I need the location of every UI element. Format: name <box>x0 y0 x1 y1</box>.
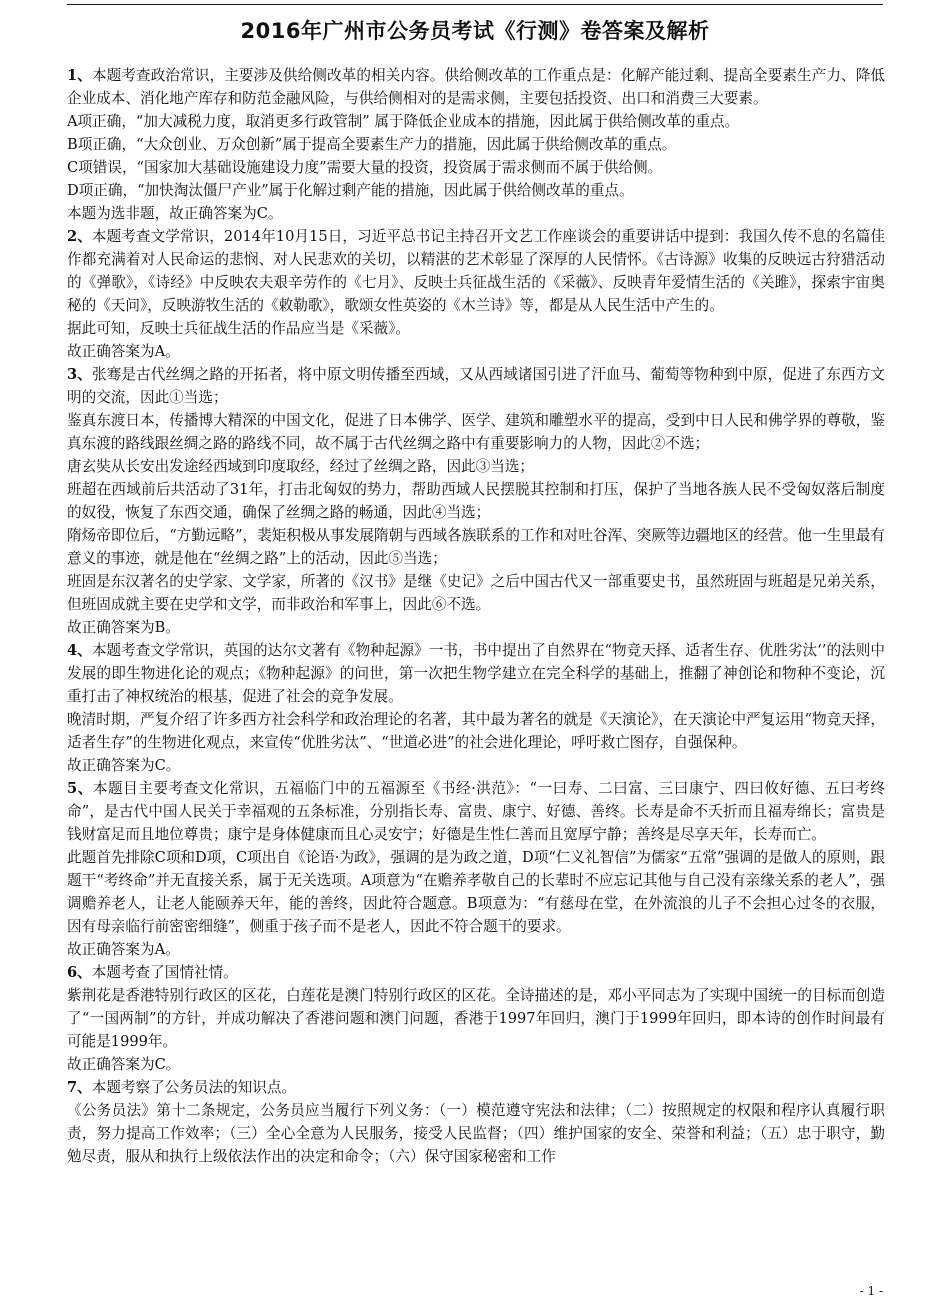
answer-paragraph <box>67 570 885 616</box>
question-number: 4、 <box>67 642 92 659</box>
paragraph-text: 故正确答案为B。 <box>67 619 180 636</box>
page-number: - 1 - <box>859 1284 883 1298</box>
paragraph-text: D项正确，“加快淘汰僵尸产业”属于化解过剩产能的措施，因此属于供给侧改革的重点。 <box>67 182 634 199</box>
question-number: 3、 <box>67 366 92 383</box>
paragraph-text: 隋炀帝即位后，“方勤远略”，裴矩积极从事发展隋朝与西域各族联系的工作和对吐谷浑、突厥等边疆地区的经营。他一生里最有意义的事迹，就是他在“丝绸之路”上的活动，因此⑤当选； <box>67 527 885 567</box>
paragraph-text: 本题考查政治常识，主要涉及供给侧改革的相关内容。供给侧改革的工作重点是：化解产能过剩、提高全要素生产力、降低企业成本、消化地产库存和防范金融风险，与供给侧相对的是需求侧，主要包括投资、出口和消费三大要素。 <box>67 67 885 107</box>
page-title: 2016年广州市公务员考试《行测》卷答案及解析 <box>240 19 710 43</box>
question-number: 5、 <box>67 780 93 797</box>
question-number: 6、 <box>67 964 92 981</box>
question-number: 7、 <box>67 1079 92 1096</box>
answer-paragraph <box>67 133 885 156</box>
answer-paragraph <box>67 409 885 455</box>
answer-body <box>67 64 885 1168</box>
paragraph-text: 故正确答案为C。 <box>67 757 181 774</box>
paragraph-text: 本题考察了公务员法的知识点。 <box>91 1079 297 1096</box>
answer-paragraph <box>67 340 885 363</box>
answer-paragraph <box>67 1053 885 1076</box>
question-paragraph <box>67 777 885 846</box>
paragraph-text: 故正确答案为A。 <box>67 343 180 360</box>
answer-paragraph <box>67 455 885 478</box>
paragraph-text: 班固是东汉著名的史学家、文学家，所著的《汉书》是继《史记》之后中国古代又一部重要史书，虽然班固与班超是兄弟关系，但班固成就主要在史学和文学，而非政治和军事上，因此⑥不选。 <box>67 573 885 613</box>
paragraph-text: A项正确，“加大减税力度，取消更多行政管制” 属于降低企业成本的措施，因此属于供给侧改革的重点。 <box>67 113 740 130</box>
question-number: 2、 <box>67 228 92 245</box>
paragraph-text: 唐玄奘从长安出发途经西域到印度取经，经过了丝绸之路，因此③当选； <box>67 458 535 475</box>
paragraph-text: 班超在西域前后共活动了31年，打击北匈奴的势力，帮助西域人民摆脱其控制和打压，保护了当地各族人民不受匈奴落后制度的奴役，恢复了东西交通，确保了丝绸之路的畅通，因此④当选； <box>67 481 885 521</box>
answer-paragraph <box>67 478 885 524</box>
question-paragraph <box>67 961 885 984</box>
paragraph-text: C项错误，“国家加大基础设施建设力度”需要大量的投资，投资属于需求侧而不属于供给侧。 <box>67 159 663 176</box>
question-paragraph <box>67 64 885 110</box>
paragraph-text: 鉴真东渡日本，传播博大精深的中国文化，促进了日本佛学、医学、建筑和雕塑水平的提高，受到中日人民和佛学界的尊敬，鉴真东渡的路线跟丝绸之路的路线不同，故不属于古代丝绸之路中有重要影响力的人物，因此②不选； <box>67 412 885 452</box>
answer-paragraph <box>67 524 885 570</box>
paragraph-text: 本题为选非题，故正确答案为C。 <box>67 205 283 222</box>
paragraph-text: 本题目主要考查文化常识，五福临门中的五福源至《书经·洪范》：“一曰寿、二曰富、三曰康宁、四曰攸好德、五曰考终命”，是古代中国人民关于幸福观的五条标准，分别指长寿、富贵、康宁、好德、善终。长寿是命不夭折而且福寿绵长；富贵是钱财富足而且地位尊贵；康宁是身体健康而且心灵安宁；好德是生性仁善而且宽厚宁静；善终是尽享天年，长寿而亡。 <box>67 780 885 843</box>
paragraph-text: 本题考查了国情社情。 <box>91 964 238 981</box>
paragraph-text: 故正确答案为C。 <box>67 1056 181 1073</box>
answer-paragraph <box>67 846 885 938</box>
answer-paragraph <box>67 110 885 133</box>
answer-paragraph <box>67 938 885 961</box>
paragraph-text: 本题考查文学常识，2014年10月15日，习近平总书记主持召开文艺工作座谈会的重要讲话中提到：我国久传不息的名篇佳作都充满着对人民命运的悲悯、对人民悲欢的关切，以精湛的艺术彰显了深厚的人民情怀。《古诗源》收集的反映远古狩猎活动的《弹歌》，《诗经》中反映农夫艰辛劳作的《七月》、反映士兵征战生活的《采薇》、反映青年爱情生活的《关雎》，探索宇宙奥秘的《天问》，反映游牧生活的《敕勒歌》，歌颂女性英姿的《木兰诗》等，都是从人民生活中产生的。 <box>67 228 885 314</box>
question-paragraph <box>67 1076 885 1099</box>
question-paragraph <box>67 639 885 708</box>
answer-paragraph <box>67 317 885 340</box>
paragraph-text: 张骞是古代丝绸之路的开拓者，将中原文明传播至西域，又从西域诸国引进了汗血马、葡萄等物种到中原，促进了东西方文明的交流，因此①当选； <box>67 366 885 406</box>
paragraph-text: 晚清时期，严复介绍了许多西方社会科学和政治理论的名著，其中最为著名的就是《天演论》，在天演论中严复运用“物竞天择，适者生存”的生物进化观点，来宣传“优胜劣汰”、“世道必进”的社会进化理论，呼吁救亡图存，自强保种。 <box>67 711 885 751</box>
question-number: 1、 <box>67 67 92 84</box>
header-rule <box>67 4 883 5</box>
answer-paragraph <box>67 179 885 202</box>
answer-paragraph <box>67 1099 885 1168</box>
answer-paragraph <box>67 754 885 777</box>
paragraph-text: 据此可知，反映士兵征战生活的作品应当是《采薇》。 <box>67 320 410 337</box>
answer-paragraph <box>67 616 885 639</box>
paragraph-text: 《公务员法》第十二条规定，公务员应当履行下列义务：（一）模范遵守宪法和法律；（二）按照规定的权限和程序认真履行职责，努力提高工作效率；（三）全心全意为人民服务，接受人民监督；（四）维护国家的安全、荣誉和利益；（五）忠于职守，勤勉尽责，服从和执行上级依法作出的决定和命令；（六）保守国家秘密和工作 <box>67 1102 885 1165</box>
paragraph-text: 此题首先排除C项和D项，C项出自《论语·为政》，强调的是为政之道，D项“仁义礼智信”为儒家“五常”强调的是做人的原则，跟题干“考终命”并无直接关系，属于无关选项。A项意为“在赡养孝敬自己的长辈时不应忘记其他与自己没有亲缘关系的老人”，强调赡养老人，让老人能颐养天年，能的善终，因此符合题意。B项意为：“有慈母在堂，在外流浪的儿子不会担心过冬的衣服，因有母亲临行前密密细缝”，侧重于孩子而不是老人，因此不符合题干的要求。 <box>67 849 885 935</box>
answer-paragraph <box>67 708 885 754</box>
answer-paragraph <box>67 202 885 225</box>
answer-paragraph <box>67 156 885 179</box>
question-paragraph <box>67 363 885 409</box>
question-paragraph <box>67 225 885 317</box>
paragraph-text: B项正确，“大众创业、万众创新”属于提高全要素生产力的措施，因此属于供给侧改革的重点。 <box>67 136 677 153</box>
paragraph-text: 本题考查文学常识，英国的达尔文著有《物种起源》一书，书中提出了自然界在“物竞天择、适者生存、优胜劣汰‘’的法则中发展的即生物进化论的观点；《物种起源》的问世，第一次把生物学建立在完全科学的基础上，推翻了神创论和物种不变论，沉重打击了神权统治的根基，促进了社会的竞争发展。 <box>67 642 885 705</box>
paragraph-text: 紫荆花是香港特别行政区的区花，白莲花是澳门特别行政区的区花。全诗描述的是，邓小平同志为了实现中国统一的目标而创造了“一国两制”的方针，并成功解决了香港问题和澳门问题，香港于1997年回归，澳门于1999年回归，即本诗的创作时间最有可能是1999年。 <box>67 987 885 1050</box>
paragraph-text: 故正确答案为A。 <box>67 941 180 958</box>
answer-paragraph <box>67 984 885 1053</box>
